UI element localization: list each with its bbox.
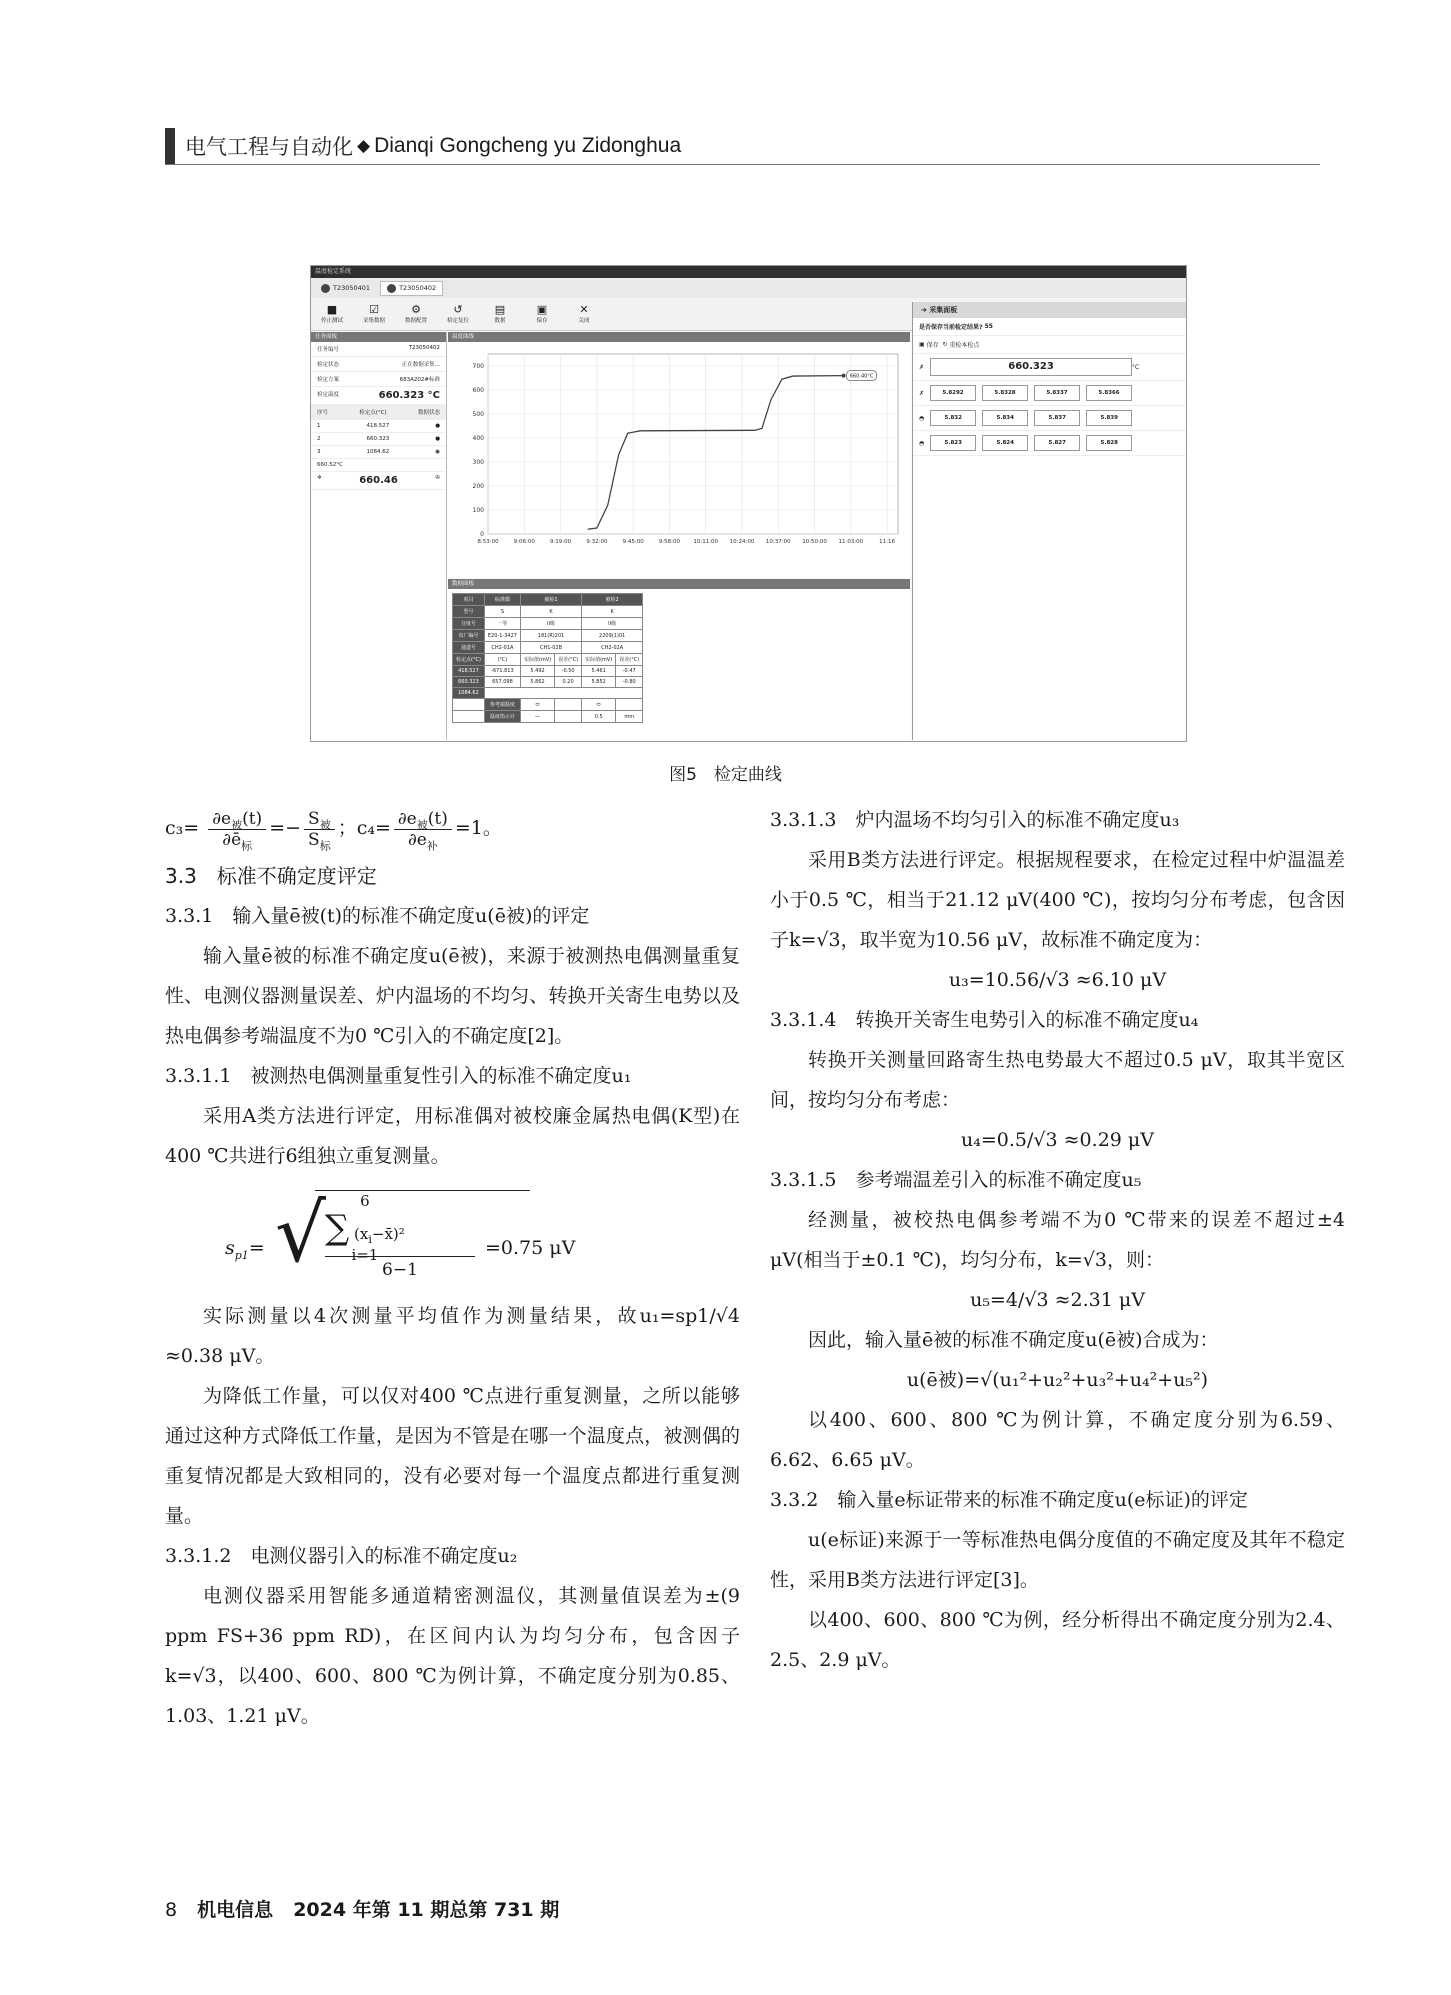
tool-config	[395, 298, 437, 330]
table-row	[453, 618, 643, 630]
x-tick-label: 11:03:00	[838, 539, 864, 545]
table-cell: II级	[520, 618, 581, 630]
paragraph: 转换开关测量回路寄生热电势最大不超过0.5 μV，取其半宽区间，按均匀分布考虑：	[770, 1049, 1345, 1111]
table-cell: 实际值(mV)	[582, 654, 616, 666]
subsection-heading: 3.3.1.3 炉内温场不均匀引入的标准不确定度u₃	[770, 809, 1180, 831]
pt-idx: 3	[317, 449, 321, 455]
point-row	[311, 433, 446, 446]
tab-label: T23050401	[333, 284, 371, 292]
collect-head: ➜ 采集面板	[913, 302, 1187, 318]
x-tick-label: 10:37:00	[765, 539, 791, 545]
pt-val: 660.323	[366, 436, 390, 442]
tool-stop	[311, 298, 353, 330]
y-tick-label: 400	[472, 435, 484, 442]
tab-2	[380, 281, 443, 296]
btn-row	[913, 336, 1187, 354]
table-cell: E20-1-3427	[484, 630, 520, 642]
y-tick-label: 100	[472, 507, 484, 514]
equation-c3-c4: c₃= $\frac{\partial e_被(t)}{\partial ē_标}$ =− $\frac{S_被}{S_标}$ ；c₄= $\frac{\partial e_被(t)}{\partial e_补}$ =1。	[165, 808, 502, 852]
col-label: 数据状态	[417, 410, 440, 416]
table-cell: 标准偶	[484, 594, 520, 606]
x-tick-label: 9:19:00	[549, 539, 572, 545]
chart-svg	[448, 342, 910, 577]
row-key: 任务编号	[317, 347, 340, 353]
y-tick-label: 300	[472, 459, 484, 466]
table-cell: 2209(1)01	[582, 630, 643, 642]
chart-head: 温度曲线	[448, 332, 910, 342]
tool-label: 采集数据	[362, 318, 385, 324]
reading-cell: 5.827	[1034, 435, 1080, 451]
table-cell: 0.20	[555, 677, 582, 688]
table-cell: 660.323	[453, 677, 485, 688]
tool-collect	[353, 298, 395, 330]
toggle-icon: ⬭	[582, 699, 616, 711]
paragraph: 采用A类方法进行评定，用标准偶对被校廉金属热电偶(K型)在400 ℃共进行6组独立重复测量。	[165, 1105, 740, 1167]
table-row	[453, 688, 643, 699]
table-cell: -0.80	[616, 677, 643, 688]
table-cell: 项目	[453, 594, 485, 606]
x-tick-label: 9:06:00	[513, 539, 535, 545]
btn-label: 重检本检点	[949, 342, 980, 349]
task-row	[311, 357, 446, 372]
table-row	[453, 654, 643, 666]
subsection-heading: 3.3.1.2 电测仪器引入的标准不确定度u₂	[165, 1545, 518, 1567]
point-row	[311, 446, 446, 459]
paragraph: 为降低工作量，可以仅对400 ℃点进行重复测量，之所以能够通过这种方式降低工作量，是因为不管是在哪一个温度点，被测偶的重复情况都是大致相同的，没有必要对每一个温度点都进行重复测量。	[165, 1385, 740, 1527]
tool-label: 数据	[494, 318, 506, 324]
table-row	[453, 666, 643, 677]
sum-block: 6 ∑ $(x_i-x̄)^2$ i=1	[325, 1192, 405, 1264]
dut1-row	[913, 406, 1187, 431]
x-tick-label: 9:58:00	[658, 539, 681, 545]
task-panel	[311, 332, 447, 740]
table-cell: 5.862	[520, 677, 554, 688]
temp-row	[913, 354, 1187, 381]
tool-label: 停止测试	[320, 318, 343, 324]
app-tabs	[311, 278, 1186, 298]
table-cell: CH2-02A	[582, 642, 643, 654]
database-icon: ▤	[494, 303, 506, 316]
fan-icon	[321, 284, 330, 293]
stop-icon: ■	[326, 303, 338, 316]
table-cell: S	[484, 606, 520, 618]
header-diamond: ◆	[357, 136, 371, 156]
gauge-icon: ◓	[919, 414, 925, 422]
row-val: 660.323 °C	[378, 390, 440, 401]
check-icon: ☑	[369, 303, 379, 316]
y-tick-label: 0	[480, 531, 484, 538]
reading-cell: 5.8337	[1034, 385, 1080, 401]
subsection-heading: 3.3.1 输入量ē被(t)的标准不确定度u(ē被)的评定	[165, 905, 590, 927]
furnace-small: 660.52°C	[317, 462, 343, 468]
subsection-heading: 3.3.1.4 转换开关寄生电势引入的标准不确定度u₄	[770, 1009, 1199, 1031]
table-cell: 误差(°C)	[616, 654, 643, 666]
reset-icon: ↺	[453, 303, 463, 316]
reading-cell: 5.837	[1034, 410, 1080, 426]
pt-idx: 2	[317, 436, 321, 442]
reading-cell: 5.834	[982, 410, 1028, 426]
table-cell	[555, 711, 582, 723]
table-cell: CH1-02B	[520, 642, 581, 654]
task-row	[311, 372, 446, 387]
figure-screenshot	[310, 265, 1187, 742]
table-cell: 误差(°C)	[555, 654, 582, 666]
journal-title-pinyin: Dianqi Gongcheng yu Zidonghua	[374, 134, 682, 157]
btn-label: 保存	[926, 342, 939, 349]
data-panel-head: 数据面板	[448, 579, 910, 589]
table-cell: 温度指示计	[484, 711, 520, 723]
table-cell: (°C)	[484, 654, 520, 666]
reading-cell: 5.824	[982, 435, 1028, 451]
table-cell: 实际值(mV)	[520, 654, 554, 666]
equation-combined: u(ē被)=√(u₁²+u₂²+u₃²+u₄²+u₅²)	[906, 1369, 1209, 1391]
eq-part: =1。	[454, 817, 502, 839]
table-cell: 出厂编号	[453, 630, 485, 642]
furnace-main	[311, 472, 446, 490]
temp-value: 660.323	[930, 358, 1132, 376]
table-row	[453, 630, 643, 642]
right-column	[770, 800, 1345, 1680]
table-row	[453, 594, 643, 606]
table-cell: K	[582, 606, 643, 618]
fan-icon: ✲	[317, 475, 322, 481]
status-dot-icon: ●	[435, 436, 440, 442]
eq-part: c₃=	[165, 817, 200, 839]
paragraph: 经测量，被校热电偶参考端不为0 ℃带来的误差不超过±4 μV(相当于±0.1 ℃)，均匀分布，k=√3，则：	[770, 1209, 1345, 1271]
tool-label: 保存	[536, 318, 548, 324]
paragraph: 以400、600、800 ℃为例计算，不确定度分别为6.59、6.62、6.65 μV。	[770, 1409, 1345, 1471]
table-cell: 通道号	[453, 642, 485, 654]
reading-cell: 5.8328	[982, 385, 1028, 401]
tab-1	[315, 282, 376, 295]
data-panel	[448, 579, 910, 740]
paragraph: 采用B类方法进行评定。根据规程要求，在检定过程中炉温温差小于0.5 ℃，相当于21.12 μV(400 ℃)，按均匀分布考虑，包含因子k=√3，取半宽为10.56 μV，故标准不确定度为：	[770, 849, 1345, 951]
table-row	[453, 711, 643, 723]
eq-part: ；c₄=	[337, 817, 391, 839]
question-row	[913, 318, 1187, 336]
paragraph: 因此，输入量ē被的标准不确定度u(ē被)合成为：	[808, 1329, 1219, 1351]
temp-unit: °C	[1132, 363, 1140, 371]
col-label: 检定点(°C)	[359, 410, 387, 416]
paragraph: u(e标证)来源于一等标准热电偶分度值的不确定度及其年不稳定性，采用B类方法进行评定[3]。	[770, 1529, 1345, 1591]
temperature-chart	[448, 332, 910, 577]
reading-cell: 5.8292	[930, 385, 976, 401]
x-tick-label: 8:53:00	[477, 539, 499, 545]
subsection-heading: 3.3.2 输入量e标证带来的标准不确定度u(e标证)的评定	[770, 1489, 1248, 1511]
tool-save	[521, 298, 563, 330]
x-tick-label: 11:16	[879, 539, 896, 545]
table-cell: 检定点(°C)	[453, 654, 485, 666]
x-tick-label: 9:45:00	[622, 539, 644, 545]
subsection-heading: 3.3.1.1 被测热电偶测量重复性引入的标准不确定度u₁	[165, 1065, 632, 1087]
table-row	[453, 699, 643, 711]
paragraph: 输入量ē被的标准不确定度u(ē被)，来源于被测热电偶测量重复性、电测仪器测量误差、炉内温场的不均匀、转换开关寄生电势以及热电偶参考端温度不为0 ℃引入的不确定度[2]。	[165, 945, 740, 1047]
save-icon: ▣	[536, 303, 548, 316]
y-tick-label: 700	[472, 363, 484, 370]
reading-cell: 5.839	[1086, 410, 1132, 426]
reading-cell: 5.8366	[1086, 385, 1132, 401]
equation-u4: u₄=0.5/√3 ≈0.29 μV	[961, 1129, 1154, 1151]
equation-sp1	[165, 1176, 740, 1296]
equation-u3: u₃=10.56/√3 ≈6.10 μV	[948, 969, 1167, 991]
table-cell: 5.852	[582, 677, 616, 688]
eq-lhs: $s_{p1}=$	[225, 1237, 265, 1262]
table-cell: -0.47	[616, 666, 643, 677]
table-cell: -0.50	[555, 666, 582, 677]
paragraph: 以400、600、800 ℃为例，经分析得出不确定度分别为2.4、2.5、2.9 μV。	[770, 1609, 1345, 1671]
save-icon: ▣	[919, 341, 925, 348]
running-header	[165, 128, 681, 164]
reading-cell: 5.832	[930, 410, 976, 426]
app-titlebar: 温度检定系统	[311, 266, 1186, 278]
fraction: $\frac{S_被}{S_标}$	[304, 809, 335, 850]
table-cell: 5.461	[582, 666, 616, 677]
shuffle-icon: ✗	[919, 389, 925, 397]
table-cell: 被检1	[520, 594, 581, 606]
status-dot-icon: ●	[435, 423, 440, 429]
fan-icon: ✇	[435, 475, 440, 481]
issue-info: 2024 年第 11 期总第 731 期	[293, 1899, 560, 1921]
x-tick-label: 10:50:00	[802, 539, 827, 545]
journal-title-cn: 电气工程与自动化	[185, 135, 353, 159]
table-cell	[484, 688, 642, 699]
table-cell	[453, 699, 485, 711]
tool-label: 关闭	[578, 318, 590, 324]
journal-name: 机电信息	[197, 1899, 274, 1921]
row-key: 检定方案	[317, 377, 340, 383]
section-heading: 3.3 标准不确定度评定	[165, 864, 377, 888]
table-cell: K	[520, 606, 581, 618]
question-val: 55	[984, 323, 993, 330]
row-key: 检定状态	[317, 362, 340, 368]
table-cell: 657.098	[484, 677, 520, 688]
tool-close	[563, 298, 605, 330]
sqrt-icon: √	[275, 1187, 326, 1280]
gauge-icon: ◓	[919, 439, 925, 447]
eq-rhs: =0.75 μV	[485, 1237, 576, 1259]
refresh-icon: ↻	[942, 341, 948, 348]
points-header	[311, 405, 446, 420]
close-icon: ✕	[579, 303, 589, 316]
data-table	[452, 593, 643, 723]
table-cell: 181(R)201	[520, 630, 581, 642]
x-tick-label: 10:11:00	[693, 539, 719, 545]
table-cell: 418.527	[453, 666, 485, 677]
table-cell: 型号	[453, 606, 485, 618]
table-cell: 分度号	[453, 618, 485, 630]
paragraph: 实际测量以4次测量平均值作为测量结果，故u₁=sp1/√4 ≈0.38 μV。	[165, 1305, 740, 1367]
shuffle-icon: ✗	[919, 363, 925, 371]
tab-label: T23050402	[399, 284, 437, 292]
header-rule	[165, 164, 1320, 165]
paragraph: 电测仪器采用智能多通道精密测温仪，其测量值误差为±(9 ppm FS+36 ppm RD)，在区间内认为均匀分布，包含因子k=√3，以400、600、800 ℃为例计算，不确定度分别为0.85、1.03、1.21 μV。	[165, 1585, 740, 1727]
tool-label: 检定复位	[446, 318, 469, 324]
table-row	[453, 677, 643, 688]
table-row	[453, 642, 643, 654]
dut2-row	[913, 431, 1187, 456]
table-cell: 参考端温度	[484, 699, 520, 711]
col-label: 序号	[317, 410, 329, 416]
fan-icon	[387, 284, 396, 293]
table-cell: -671.813	[484, 666, 520, 677]
collect-panel	[912, 302, 1187, 740]
y-tick-label: 200	[472, 483, 484, 490]
task-row	[311, 387, 446, 405]
task-panel-head: 任务面板	[311, 332, 446, 342]
table-cell	[616, 699, 643, 711]
furnace-temp: 660.46	[359, 475, 398, 486]
plot-area	[488, 354, 898, 534]
tool-reset	[437, 298, 479, 330]
point-row	[311, 420, 446, 433]
fraction: $\frac{\partial e_被(t)}{\partial ē_标}$	[208, 809, 266, 850]
marker-label: 660.40°C	[849, 373, 874, 380]
figure-caption: 图5 检定曲线	[669, 765, 782, 785]
status-dot-icon: ◉	[435, 449, 440, 455]
row-val: T23050402	[408, 345, 440, 351]
table-cell: 5.492	[520, 666, 554, 677]
page-number: 8	[165, 1899, 178, 1921]
equation-u5: u₅=4/√3 ≈2.31 μV	[970, 1289, 1145, 1311]
question-text: 是否保存当前检定结果?	[919, 324, 983, 331]
sqrt-bar	[315, 1190, 530, 1191]
collect-title: 采集面板	[929, 306, 958, 314]
fraction: $\frac{\partial e_被(t)}{\partial e_补}$	[394, 809, 452, 850]
task-row	[311, 342, 446, 357]
subsection-heading: 3.3.1.5 参考端温差引入的标准不确定度u₅	[770, 1169, 1142, 1191]
left-column	[165, 800, 740, 1736]
row-key: 检定温度	[317, 392, 340, 398]
table-cell: 被检2	[582, 594, 643, 606]
x-tick-label: 10:24:00	[729, 539, 755, 545]
row-val: 正在数据采集...	[401, 362, 440, 368]
pt-val: 418.527	[366, 423, 390, 429]
reading-cell: 5.823	[930, 435, 976, 451]
data-point	[842, 374, 846, 378]
table-row	[453, 606, 643, 618]
gear-icon: ⚙	[411, 303, 421, 316]
toggle-icon: ⬭	[520, 699, 554, 711]
table-cell: mm	[616, 711, 643, 723]
table-cell: 0.5	[582, 711, 616, 723]
reading-cell: 5.828	[1086, 435, 1132, 451]
pt-val: 1084.62	[366, 449, 390, 455]
row-val: 683A202#标准	[399, 377, 440, 383]
table-cell	[555, 699, 582, 711]
table-cell: II级	[582, 618, 643, 630]
furnace-row	[311, 459, 446, 472]
std-row	[913, 381, 1187, 406]
y-tick-label: 600	[472, 387, 484, 394]
y-tick-label: 500	[472, 411, 484, 418]
table-cell: 1084.62	[453, 688, 485, 699]
page-footer	[165, 1895, 559, 1922]
table-cell: —	[520, 711, 554, 723]
tool-label: 数据配置	[404, 318, 427, 324]
header-bar	[165, 128, 175, 164]
table-cell: CH2-01A	[484, 642, 520, 654]
x-tick-label: 9:32:00	[586, 539, 608, 545]
pt-idx: 1	[317, 423, 321, 429]
table-cell: 一等	[484, 618, 520, 630]
table-cell	[453, 711, 485, 723]
denominator: 6−1	[325, 1256, 475, 1283]
tool-data	[479, 298, 521, 330]
